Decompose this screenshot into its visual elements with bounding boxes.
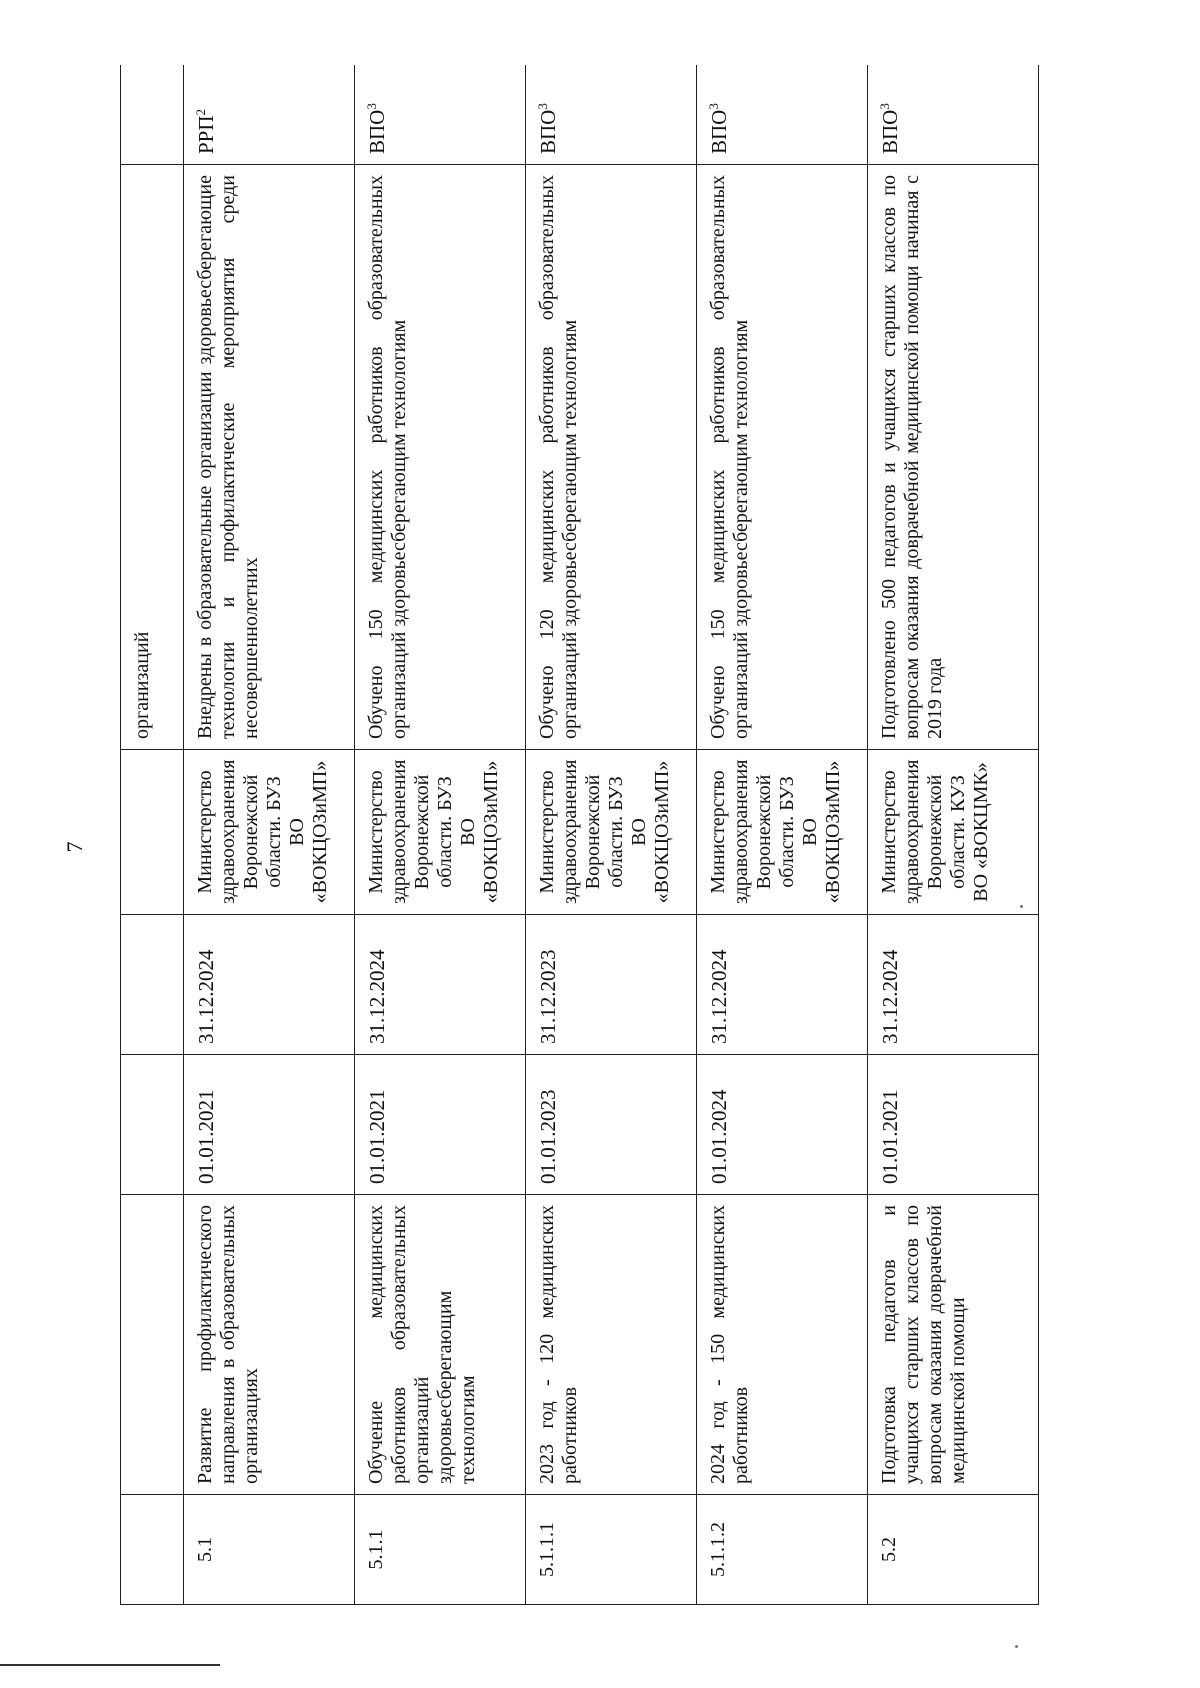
cell-responsible: Министерство здравоохранения Воронежской области. КУЗ ВО «ВОКЦМК»: [868, 750, 1039, 915]
cell-number: 5.1: [184, 1495, 355, 1605]
doc-type-label: ВПО: [365, 109, 389, 154]
cell-number: 5.2: [868, 1495, 1039, 1605]
cell-document-type: [355, 65, 526, 165]
cell-result-continuation: организаций: [121, 165, 184, 750]
cell-measure-name: 2023 год - 120 медицинских работников: [526, 1195, 697, 1495]
cell-empty: [121, 1195, 184, 1495]
cell-responsible: Министерство здравоохранения Воронежской области. БУЗ ВО «ВОКЦОЗиМП»: [184, 750, 355, 915]
cell-measure-name: 2024 год - 150 медицинских работников: [697, 1195, 868, 1495]
doc-footnote-mark: 3: [535, 103, 550, 110]
cell-end-date: 31.12.2023: [526, 915, 697, 1055]
cell-start-date: 01.01.2021: [355, 1055, 526, 1195]
cell-empty: [121, 1055, 184, 1195]
cell-start-date: 01.01.2021: [868, 1055, 1039, 1195]
doc-footnote-mark: 2: [193, 108, 208, 116]
cell-measure-name: Развитие профилактического направления в образовательных организациях: [184, 1195, 355, 1495]
cell-start-date: 01.01.2024: [697, 1055, 868, 1195]
cell-empty: [121, 915, 184, 1055]
table-row: [355, 65, 526, 1605]
cell-end-date: 31.12.2024: [184, 915, 355, 1055]
scan-speck: [1020, 905, 1023, 908]
cell-responsible: Министерство здравоохранения Воронежской области. БУЗ ВО «ВОКЦОЗиМП»: [697, 750, 868, 915]
rotated-table-layer: [120, 65, 1120, 1605]
cell-empty: [121, 1495, 184, 1605]
table-container: [120, 65, 1120, 1605]
measures-table: [120, 65, 1039, 1605]
doc-footnote-mark: 3: [877, 103, 892, 110]
doc-type-label: ВПО: [878, 109, 902, 154]
doc-footnote-mark: 3: [364, 103, 379, 110]
cell-empty: [121, 750, 184, 915]
cell-result: Обучено 150 медицинских работников образовательных организаций здоровьесберегающим технологиям: [697, 165, 868, 750]
cell-empty: [121, 65, 184, 165]
doc-type-label: ВПО: [536, 109, 560, 154]
scan-speck: [1015, 1645, 1018, 1648]
table-row: [184, 65, 355, 1605]
doc-type-label: ВПО: [707, 109, 731, 154]
cell-number: 5.1.1.1: [526, 1495, 697, 1605]
cell-document-type: [868, 65, 1039, 165]
cell-measure-name: Обучение медицинских работников образовательных организаций здоровьесберегающим технологиям: [355, 1195, 526, 1495]
cell-end-date: 31.12.2024: [868, 915, 1039, 1055]
cell-result: Обучено 150 медицинских работников образовательных организаций здоровьесберегающим технологиям: [355, 165, 526, 750]
cell-responsible: Министерство здравоохранения Воронежской области. БУЗ ВО «ВОКЦОЗиМП»: [355, 750, 526, 915]
table-row: [868, 65, 1039, 1605]
cell-end-date: 31.12.2024: [697, 915, 868, 1055]
cell-number: 5.1.1: [355, 1495, 526, 1605]
cell-result: Обучено 120 медицинских работников образовательных организаций здоровьесберегающим технологиям: [526, 165, 697, 750]
cell-result: Внедрены в образовательные организации здоровьесберегающие технологии и профилактические мероприятия среди несовершеннолетних: [184, 165, 355, 750]
cell-responsible: Министерство здравоохранения Воронежской области. БУЗ ВО «ВОКЦОЗиМП»: [526, 750, 697, 915]
doc-type-label: РРП: [194, 115, 218, 154]
cell-end-date: 31.12.2024: [355, 915, 526, 1055]
cell-document-type: [526, 65, 697, 165]
cell-document-type: [184, 65, 355, 165]
scan-edge-line: [0, 1664, 220, 1666]
cell-start-date: 01.01.2021: [184, 1055, 355, 1195]
table-row: [526, 65, 697, 1605]
cell-result: Подготовлено 500 педагогов и учащихся старших классов по вопросам оказания доврачебной медицинской помощи начиная с 2019 года: [868, 165, 1039, 750]
table-row: [697, 65, 868, 1605]
page-number: 7: [62, 841, 87, 853]
cell-document-type: [697, 65, 868, 165]
doc-footnote-mark: 3: [706, 103, 721, 110]
table-continuation-row: [121, 65, 184, 1605]
cell-number: 5.1.1.2: [697, 1495, 868, 1605]
cell-measure-name: Подготовка педагогов и учащихся старших классов по вопросам оказания доврачебной медицинской помощи: [868, 1195, 1039, 1495]
cell-start-date: 01.01.2023: [526, 1055, 697, 1195]
